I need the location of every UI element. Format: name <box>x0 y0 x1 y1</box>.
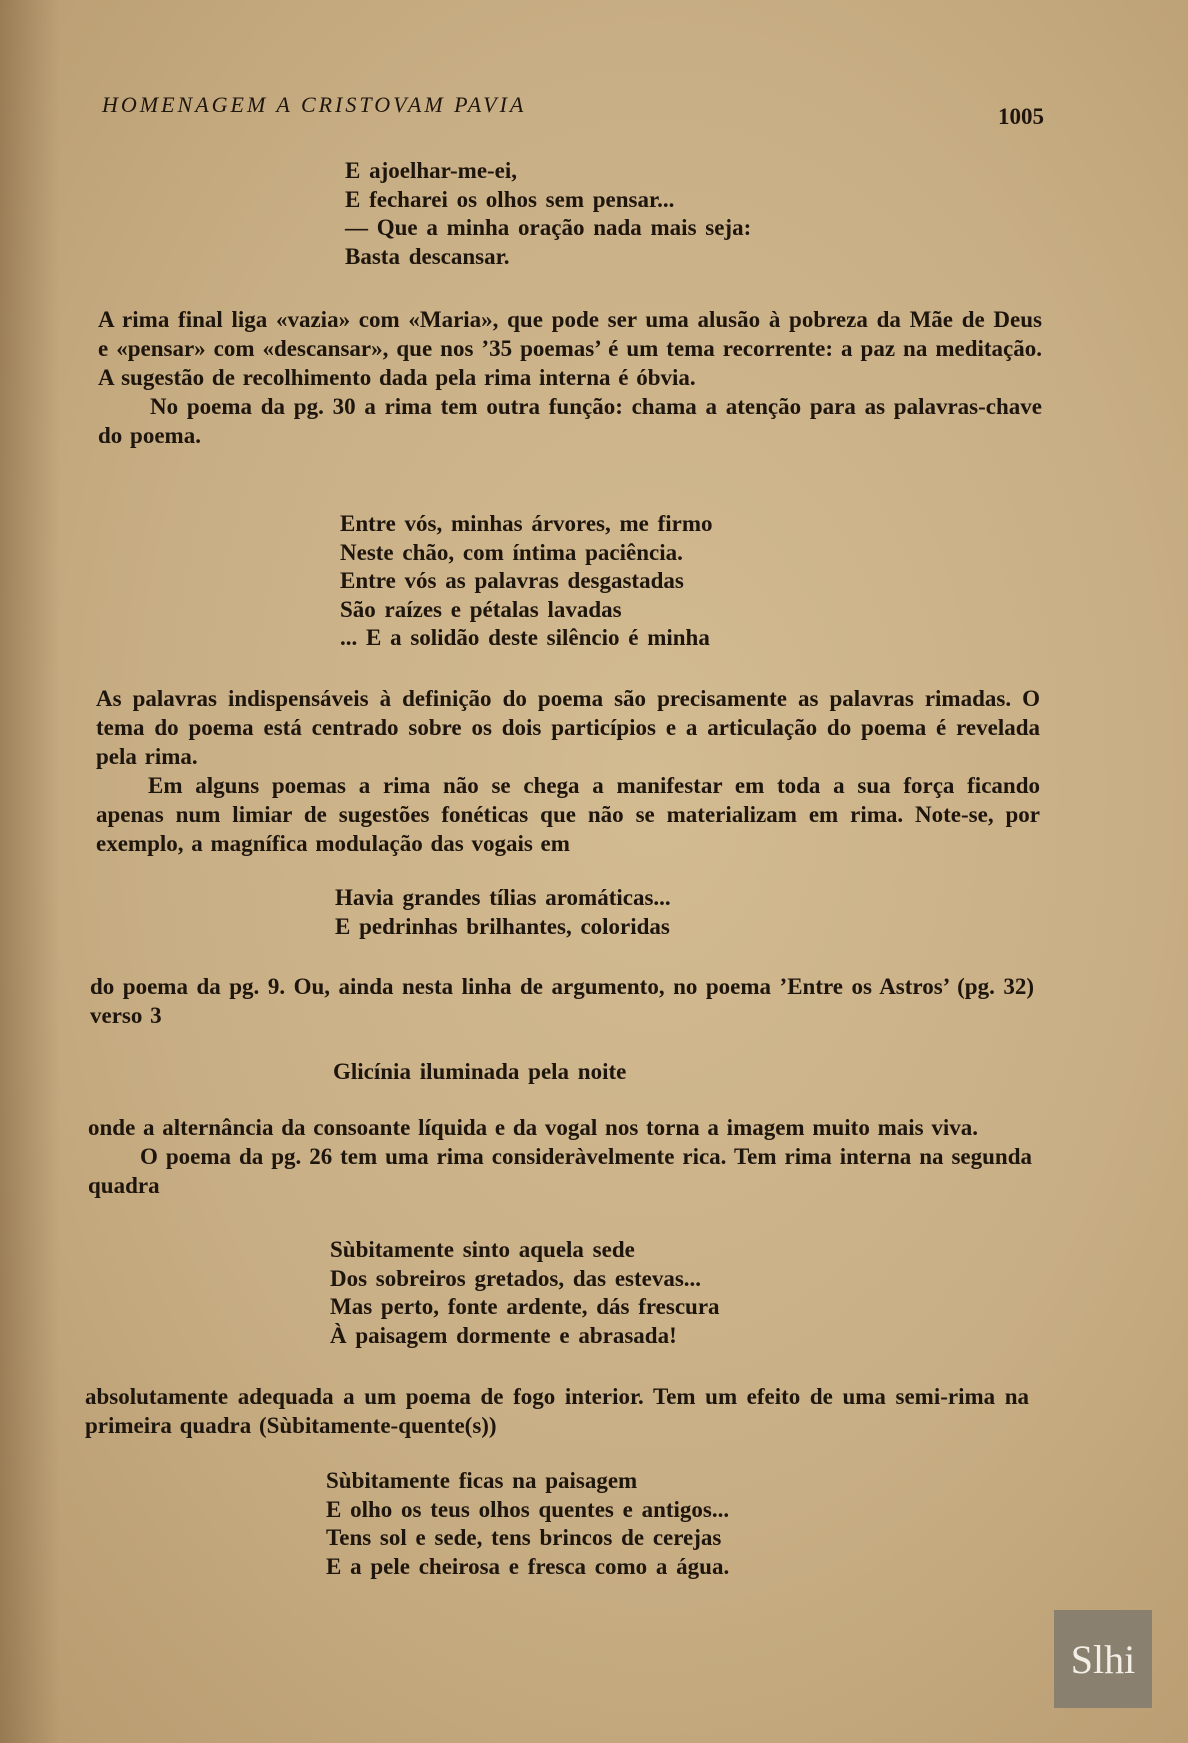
prose-block-2 <box>96 684 1040 858</box>
verse-line: E pedrinhas brilhantes, coloridas <box>335 913 670 939</box>
verse-block-6 <box>326 1467 729 1581</box>
verse-line: Dos sobreiros gretados, das estevas... <box>330 1265 702 1291</box>
prose-block-5 <box>85 1382 1029 1440</box>
library-logo: Slhi <box>1054 1610 1152 1708</box>
verse-line: Mas perto, fonte ardente, dás frescura <box>330 1294 720 1319</box>
verse-line: ... E a solidão deste silêncio é minha <box>340 625 710 650</box>
verse-line: Entre vós as palavras desgastadas <box>340 568 684 593</box>
verse-line: — Que a minha oração nada mais seja: <box>345 215 752 240</box>
verse-line: Sùbitamente sinto aquela sede <box>330 1237 635 1262</box>
prose-block-1 <box>98 305 1042 450</box>
prose-block-4 <box>88 1113 1032 1200</box>
verse-line: Havia grandes tílias aromáticas... <box>335 885 671 910</box>
verse-block-3 <box>335 884 671 941</box>
paragraph: do poema da pg. 9. Ou, ainda nesta linha de argumento, no poema ’Entre os Astros’ (pg. 32) verso 3 <box>90 974 1034 1028</box>
paragraph: A rima final liga «vazia» com «Maria», que pode ser uma alusão à pobreza da Mãe de Deus e «pensar» com «descansar», que nos ’35 poemas’ é um tema recorrente: a paz na meditação. A sugestão de recolhimento dada pela rima interna é óbvia. <box>98 307 1042 390</box>
prose-block-3 <box>90 972 1034 1030</box>
verse-line: Entre vós, minhas árvores, me firmo <box>340 511 713 536</box>
verse-block-5 <box>330 1236 720 1350</box>
verse-line: E fecharei os olhos sem pensar... <box>345 186 675 212</box>
verse-line: E olho os teus olhos quentes e antigos... <box>326 1496 730 1522</box>
verse-block-2 <box>340 510 713 653</box>
paragraph: Em alguns poemas a rima não se chega a manifestar em toda a sua força ficando apenas num limiar de sugestões fonéticas que não se materializam em rima. Note-se, por exemplo, a magnífica modulação das vogais em <box>96 773 1040 856</box>
verse-block-4 <box>333 1058 626 1087</box>
verse-line: E a pele cheirosa e fresca como a água. <box>326 1553 730 1579</box>
verse-line: Glicínia iluminada pela noite <box>333 1059 627 1084</box>
paragraph: As palavras indispensáveis à definição do poema são precisamente as palavras rimadas. O tema do poema está centrado sobre os dois particípios e a articulação do poema é revelada pela rima. <box>96 686 1040 769</box>
running-head: HOMENAGEM A CRISTOVAM PAVIA <box>102 92 527 117</box>
verse-line: São raízes e pétalas lavadas <box>340 596 622 622</box>
paragraph: No poema da pg. 30 a rima tem outra função: chama a atenção para as palavras-chave do poema. <box>98 394 1042 448</box>
verse-line: Tens sol e sede, tens brincos de cerejas <box>326 1525 722 1550</box>
verse-line: Basta descansar. <box>345 243 510 269</box>
paragraph: absolutamente adequada a um poema de fogo interior. Tem um efeito de uma semi-rima na primeira quadra (Sùbitamente-quente(s)) <box>85 1384 1029 1438</box>
paragraph: onde a alternância da consoante líquida e da vogal nos torna a imagem muito mais viva. <box>88 1115 978 1140</box>
verse-line: Neste chão, com íntima paciência. <box>340 539 683 565</box>
paragraph: O poema da pg. 26 tem uma rima consideràvelmente rica. Tem rima interna na segunda quadra <box>88 1144 1032 1198</box>
verse-line: E ajoelhar-me-ei, <box>345 158 518 183</box>
verse-block-1 <box>345 157 751 271</box>
page-number: 1005 <box>998 104 1044 129</box>
verse-line: À paisagem dormente e abrasada! <box>330 1322 677 1348</box>
verse-line: Sùbitamente ficas na paisagem <box>326 1468 638 1493</box>
